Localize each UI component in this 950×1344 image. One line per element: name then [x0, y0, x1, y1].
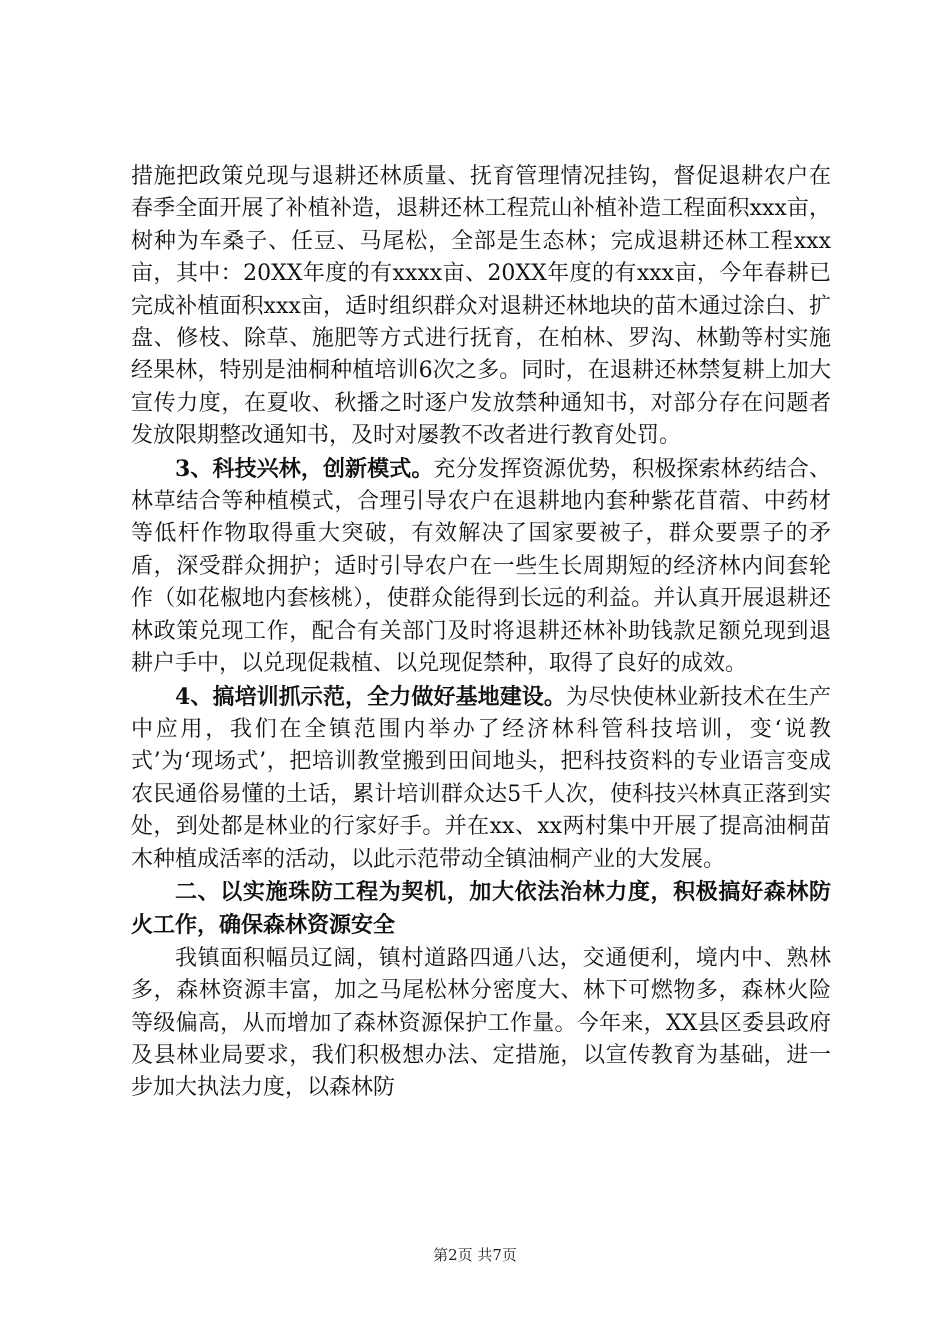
- section-heading-text: 二、以实施珠防工程为契机，加大依法治林力度，积极搞好森林防火工作，确保森林资源安全: [131, 878, 831, 939]
- page-footer: 第2页 共7页: [433, 1246, 517, 1264]
- paragraph-section-3: [131, 453, 831, 681]
- paragraph-text: 措施把政策兑现与退耕还林质量、抚育管理情况挂钩，督促退耕农户在春季全面开展了补植补造，退耕还林工程荒山补植补造工程面积xxx亩，树种为车桑子、任豆、马尾松，全部是生态林；完成退耕还林工程xxx亩，其中：20XX年度的有xxxx亩、20XX年度的有xxx亩，今年春耕已完成补植面积xxx亩，适时组织群众对退耕还林地块的苗木通过涂白、扩盘、修枝、除草、施肥等方式进行抚育，在柏林、罗沟、林勤等村实施经果林，特别是油桐种植培训6次之多。同时，在退耕还林禁复耕上加大宣传力度，在夏收、秋播之时逐户发放禁种通知书，对部分存在问题者发放限期整改通知书，及时对屡教不改者进行教育处罚。: [131, 164, 831, 449]
- paragraph-text: 为尽快使林业新技术在生产中应用，我们在全镇范围内举办了经济林科管科技培训，变‘说教式’为‘现场式’，把培训教堂搬到田间地头，把科技资料的专业语言变成农民通俗易懂的土话，累计培训群众达5千人次，使科技兴林真正落到实处，到处都是林业的行家好手。并在xx、xx两村集中开展了提高油桐苗木种植成活率的活动，以此示范带动全镇油桐产业的大发展。: [131, 684, 831, 872]
- body-text: [131, 161, 831, 1105]
- paragraph-section-4: [131, 681, 831, 876]
- paragraph-text: 我镇面积幅员辽阔，镇村道路四通八达，交通便利，境内中、熟林多，森林资源丰富，加之马尾松林分密度大、林下可燃物多，森林火险等级偏高，从而增加了森林资源保护工作量。今年来，XX县区委县政府及县林业局要求，我们积极想办法、定措施，以宣传教育为基础，进一步加大执法力度，以森林防: [131, 945, 831, 1101]
- paragraph-heading: 4、搞培训抓示范，全力做好基地建设。: [175, 683, 566, 710]
- section-heading-2: [131, 876, 831, 943]
- paragraph-text: 充分发挥资源优势，积极探索林药结合、林草结合等种植模式，合理引导农户在退耕地内套种紫花苜蓿、中药材等低杆作物取得重大突破，有效解决了国家要被子，群众要票子的矛盾，深受群众拥护；适时引导农户在一些生长周期短的经济林内间套轮作（如花椒地内套核桃），使群众能得到长远的利益。并认真开展退耕还林政策兑现工作，配合有关部门及时将退耕还林补助钱款足额兑现到退耕户手中，以兑现促栽植、以兑现促禁种，取得了良好的成效。: [131, 456, 831, 677]
- paragraph-heading: 3、科技兴林，创新模式。: [175, 455, 434, 482]
- paragraph-continuation: [131, 161, 831, 453]
- paragraph-section-2-body: [131, 943, 831, 1105]
